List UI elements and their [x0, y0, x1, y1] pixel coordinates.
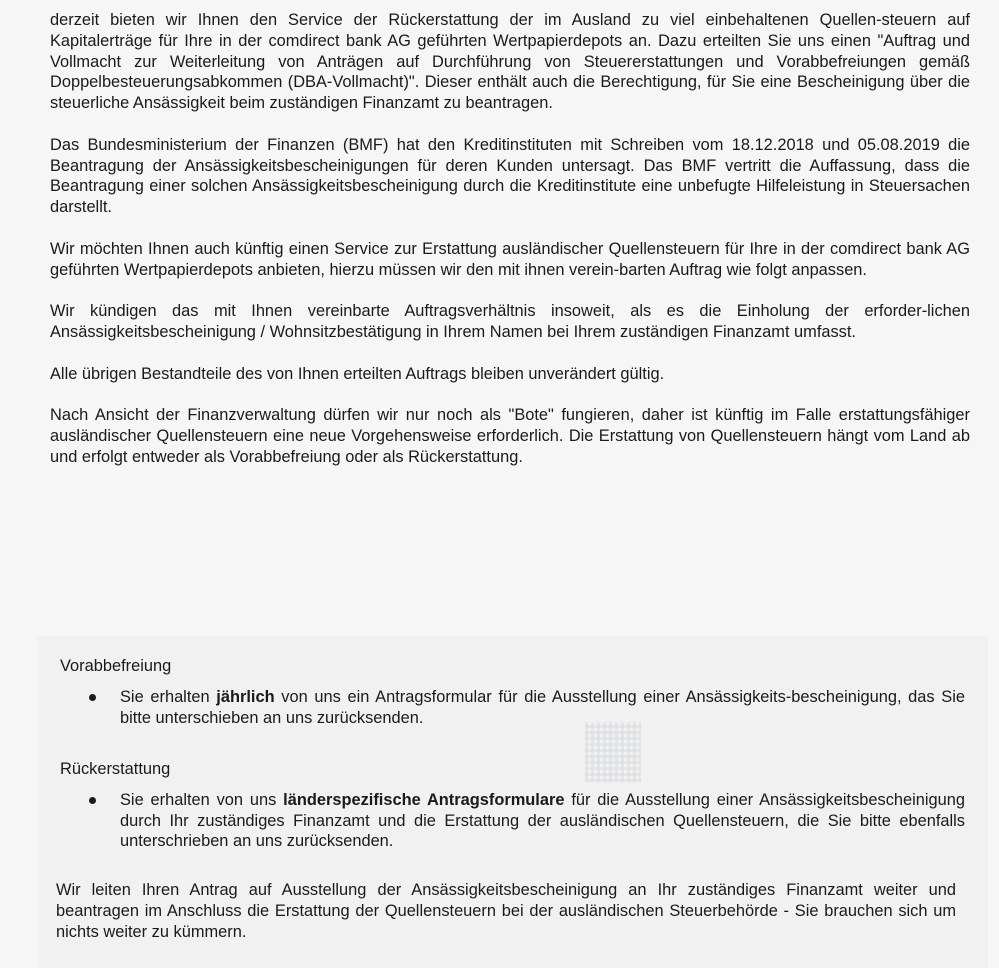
letter-body [50, 10, 970, 468]
paragraph-termination: Wir kündigen das mit Ihnen vereinbarte Auftragsverhältnis insoweit, als es die Einholung der erforder-lichen Ansässigkeitsbescheinigung / Wohnsitzbestätigung in Ihrem Namen bei Ihrem zuständigen Finanzamt umfasst. [50, 302, 970, 341]
bullet-text-part: Sie erhalten [120, 687, 217, 706]
section-heading-rueckerstattung: Rückerstattung [60, 760, 171, 778]
paragraph-future-service: Wir möchten Ihnen auch künftig einen Service zur Erstattung ausländischer Quellensteuern für Ihre in der comdirect bank AG geführten Wertpapierdepots anbieten, hierzu müssen wir den mit ihnen verein-barten Auftrag wie folgt anpassen. [50, 239, 970, 279]
bullet-item-vorabbefreiung [60, 687, 965, 729]
section-vorabbefreiung [60, 656, 965, 728]
paragraph-bmf: Das Bundesministerium der Finanzen (BMF) hat den Kreditinstituten mit Schreiben vom 18.12.2018 und 05.08.2019 die Beantragung der Ansässigkeitsbescheinigungen für deren Kunden untersagt. Das BMF vertritt die Auffassung, dass die Beantragung einer solchen Ansässigkeitsbescheinigung durch die Kreditinstitute eine unbefugte Hilfeleistung in Steuersachen darstellt. [50, 135, 970, 217]
section-heading-vorabbefreiung: Vorabbefreiung [60, 657, 172, 675]
bullet-item-rueckerstattung [60, 790, 965, 852]
bullet-text-part: für die Ausstellung einer Ansässigkeitsbescheinigung durch Ihr zuständiges Finanzamt und die Erstattung der ausländischen Quellensteuern, die Sie bitte ebenfalls unterschrieben an uns zurücksenden. [120, 790, 965, 851]
paragraph-closing: Wir leiten Ihren Antrag auf Ausstellung der Ansässigkeitsbescheinigung an Ihr zuständiges Finanzamt weiter und beantragen im Anschluss die Erstattung der Quellensteuern bei der ausländischen Steuerbehörde - Sie brauchen sich um nichts weiter zu kümmern. [56, 881, 956, 941]
bullet-text-part: von uns ein Antragsformular für die Ausstellung einer Ansässigkeits-bescheinigung, das Sie bitte unterschieben an uns zurücksenden. [120, 687, 965, 727]
bullet-text-part: Sie erhalten von uns [120, 790, 284, 809]
bullet-icon [89, 694, 96, 701]
bullet-bold-text: jährlich [216, 687, 275, 706]
bullet-icon [89, 797, 96, 804]
bullet-bold-text: länderspezifische Antragsformulare [283, 790, 565, 809]
paragraph-service: derzeit bieten wir Ihnen den Service der Rückerstattung der im Ausland zu viel einbehaltenen Quellen-steuern auf Kapitalerträge für Ihre in der comdirect bank AG geführten Wertpapierdepots an. Dazu erteilten Sie uns einen "Auftrag und Vollmacht zur Weiterleitung von Anträgen auf Durchführung von Steuererstattungen und Vorabbefreiungen gemäß Doppelbesteuerungsabkommen (DBA-Vollmacht)". Dieser enthält auch die Berechtigung, für Sie eine Bescheinigung über die steuerliche Ansässigkeit beim zuständigen Finanzamt zu beantragen. [50, 11, 970, 113]
section-rueckerstattung [60, 759, 965, 852]
paragraph-messenger: Nach Ansicht der Finanzverwaltung dürfen wir nur noch als "Bote" fungieren, daher ist künftig im Falle erstattungsfähiger ausländischer Quellensteuern eine neue Vorgehensweise erforderlich. Die Erstattung von Quellensteuern hängt vom Land ab und erfolgt entweder als Vorabbefreiung oder als Rückerstattung. [50, 406, 970, 466]
paragraph-remaining-valid: Alle übrigen Bestandteile des von Ihnen erteilten Auftrags bleiben unverändert gültig. [50, 364, 665, 383]
